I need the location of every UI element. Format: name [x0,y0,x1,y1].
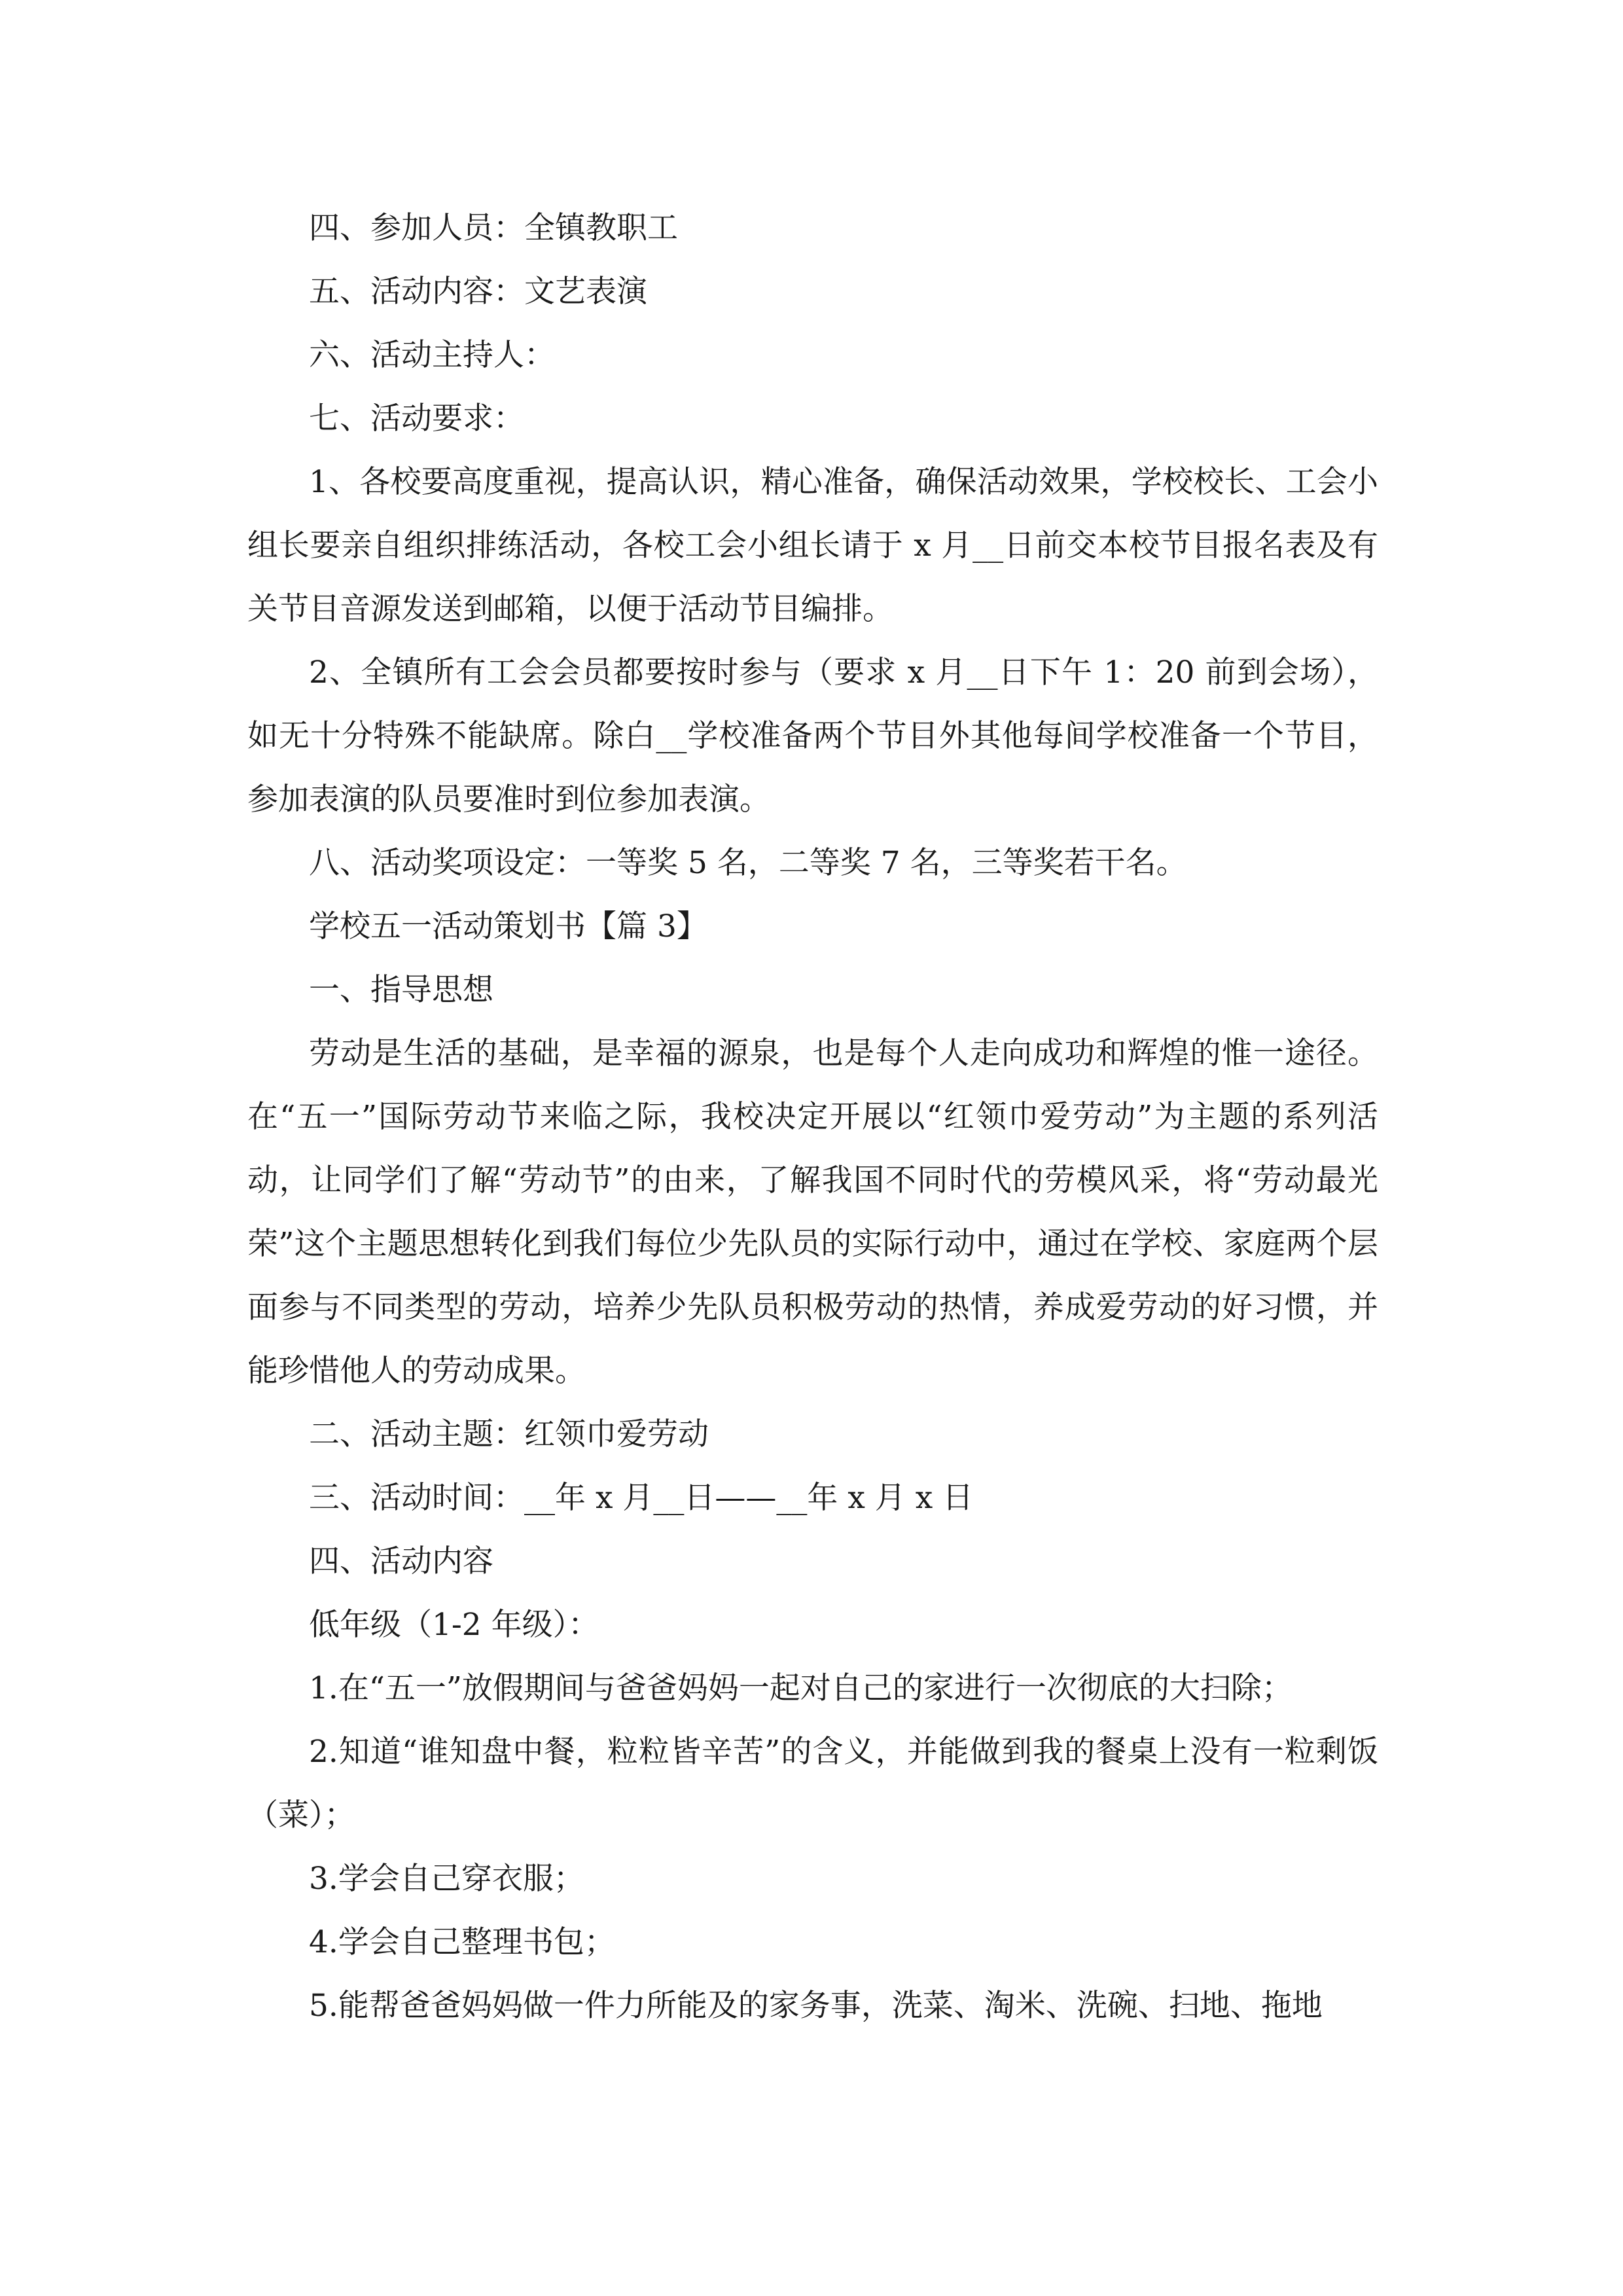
paragraph: 七、活动要求： [309,401,524,437]
paragraph: 一、指导思想 [309,972,493,1008]
list-item: 2.知道“谁知盘中餐，粒粒皆辛苦”的含义，并能做到我的餐桌上没有一粒剩饭（菜）； [247,1734,1378,1833]
paragraph: 劳动是生活的基础，是幸福的源泉，也是每个人走向成功和辉煌的惟一途径。在“五一”国际劳动节来临之际，我校决定开展以“红领巾爱劳动”为主题的系列活动，让同学们了解“劳动节”的由来，了解我国不同时代的劳模风采，将“劳动最光荣”这个主题思想转化到我们每位少先队员的实际行动中，通过在学校、家庭两个层面参与不同类型的劳动，培养少先队员积极劳动的热情，养成爱劳动的好习惯，并能珍惜他人的劳动成果。 [247,1035,1378,1389]
paragraph: 2、全镇所有工会会员都要按时参与（要求 x 月__日下午 1：20 前到会场），如无十分特殊不能缺席。除白__学校准备两个节目外其他每间学校准备一个节目，参加表演的队员要准时到位参加表演。 [247,655,1378,817]
paragraph: 二、活动主题：红领巾爱劳动 [309,1416,709,1452]
list-item: 4.学会自己整理书包； [309,1924,615,1960]
paragraph: 四、参加人员：全镇教职工 [309,210,678,246]
paragraph: 五、活动内容：文艺表演 [309,274,647,310]
document-body [247,196,1378,2037]
list-item: 5.能帮爸爸妈妈做一件力所能及的家务事，洗菜、淘米、洗碗、扫地、拖地 [309,1988,1323,2024]
section-heading: 学校五一活动策划书【篇 3】 [309,908,707,944]
list-item: 1.在“五一”放假期间与爸爸妈妈一起对自己的家进行一次彻底的大扫除； [309,1670,1293,1706]
paragraph: 三、活动时间：__年 x 月__日——__年 x 月 x 日 [309,1480,974,1516]
paragraph: 六、活动主持人： [309,337,555,373]
paragraph: 低年级（1-2 年级）： [309,1607,599,1643]
paragraph: 四、活动内容 [309,1543,493,1579]
paragraph: 八、活动奖项设定：一等奖 5 名，二等奖 7 名，三等奖若干名。 [309,845,1187,881]
paragraph: 1、各校要高度重视，提高认识，精心准备，确保活动效果，学校校长、工会小组长要亲自组织排练活动，各校工会小组长请于 x 月__日前交本校节目报名表及有关节目音源发送到邮箱，以便于活动节目编排。 [247,464,1378,627]
list-item: 3.学会自己穿衣服； [309,1861,584,1897]
